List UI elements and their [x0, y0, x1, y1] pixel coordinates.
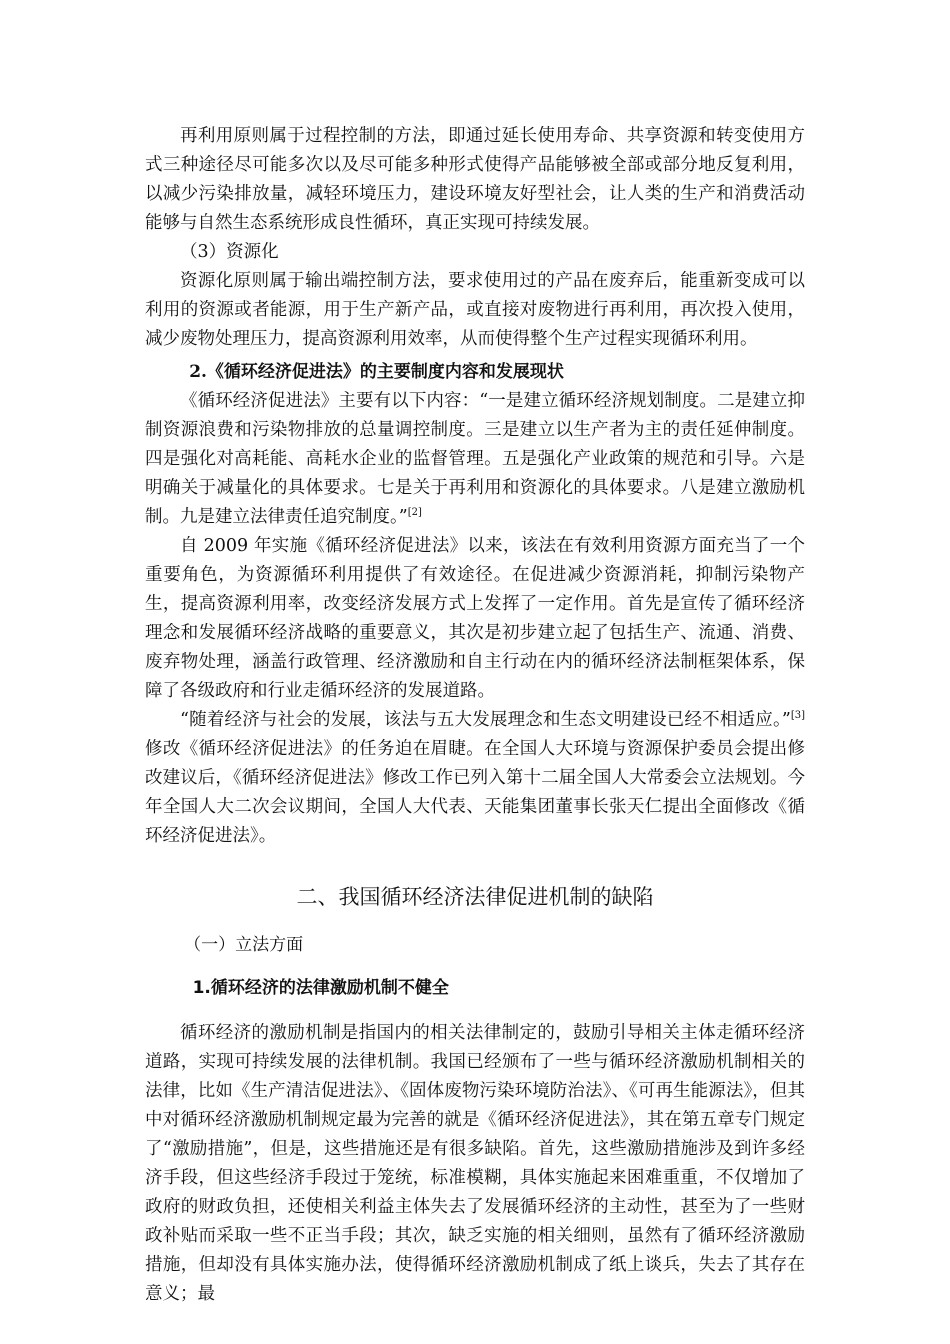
- heading-law-main-content: 2.《循环经济促进法》的主要制度内容和发展现状: [189, 362, 564, 382]
- paragraph-law-content: [145, 387, 805, 532]
- citation-2: [2]: [407, 507, 422, 519]
- paragraph-law-implementation: 自 2009 年实施《循环经济促进法》以来，该法在有效利用资源方面充当了一个重要角色，为资源循环利用提供了有效途径。在促进减少资源消耗，抑制污染物产生，提高资源利用率，改变经济发展方式上发挥了一定作用。首先是宣传了循环经济理念和发展循环经济战略的重要意义，其次是初步建立起了包括生产、流通、消费、废弃物处理，涵盖行政管理、经济激励和自主行动在内的循环经济法制框架体系，保障了各级政府和行业走循环经济的发展道路。: [145, 536, 805, 701]
- paragraph-incentive-mechanism: 循环经济的激励机制是指国内的相关法律制定的，鼓励引导相关主体走循环经济道路，实现可持续发展的法律机制。我国已经颁布了一些与循环经济激励机制相关的法律，比如《生产清洁促进法》、《固体废物污染环境防治法》、《可再生能源法》，但其中对循环经济激励机制规定最为完善的就是《循环经济促进法》，其在第五章专门规定了“激励措施”，但是，这些措施还是有很多缺陷。首先，这些激励措施涉及到许多经济手段，但这些经济手段过于笼统，标准模糊，具体实施起来困难重重，不仅增加了政府的财政负担，还使相关利益主体失去了发展循环经济的主动性，甚至为了一些财政补贴而采取一些不正当手段；其次，缺乏实施的相关细则，虽然有了循环经济激励措施，但却没有具体实施办法，使得循环经济激励机制成了纸上谈兵，失去了其存在意义；最: [145, 1023, 805, 1304]
- section-title-defects: 二、我国循环经济法律促进机制的缺陷: [296, 885, 654, 909]
- paragraph-law-revision: [145, 706, 805, 851]
- paragraph-law-revision-quote: “随着经济与社会的发展，该法与五大发展理念和生态文明建设已经不相适应。”: [180, 710, 791, 730]
- heading-incentive-mechanism: 1.循环经济的法律激励机制不健全: [192, 978, 449, 998]
- document-page: [145, 122, 805, 1309]
- subsection-legislation: （一）立法方面: [184, 935, 304, 955]
- paragraph-law-revision-text: 修改《循环经济促进法》的任务迫在眉睫。在全国人大环境与资源保护委员会提出修改建议后，《循环经济促进法》修改工作已列入第十二届全国人大常委会立法规划。今年全国人大二次会议期间，全国人大代表、天能集团董事长张天仁提出全面修改《循环经济促进法》。: [145, 739, 805, 846]
- paragraph-law-content-text: 《循环经济促进法》主要有以下内容：“一是建立循环经济规划制度。二是建立抑制资源浪费和污染物排放的总量调控制度。三是建立以生产者为主的责任延伸制度。四是强化对高耗能、高耗水企业的监督管理。五是强化产业政策的规范和引导。六是明确关于减量化的具体要求。七是关于再利用和资源化的具体要求。八是建立激励机制。九是建立法律责任追究制度。”: [145, 391, 805, 527]
- paragraph-resourcization-principle: 资源化原则属于输出端控制方法，要求使用过的产品在废弃后，能重新变成可以利用的资源或者能源，用于生产新产品，或直接对废物进行再利用，再次投入使用，减少废物处理压力，提高资源利用效率，从而使得整个生产过程实现循环利用。: [145, 271, 805, 349]
- subheading-resourcization: （3）资源化: [180, 242, 279, 262]
- citation-3: [3]: [790, 710, 805, 722]
- paragraph-reuse-principle: 再利用原则属于过程控制的方法，即通过延长使用寿命、共享资源和转变使用方式三种途径尽可能多次以及尽可能多种形式使得产品能够被全部或部分地反复利用，以减少污染排放量，减轻环境压力，建设环境友好型社会，让人类的生产和消费活动能够与自然生态系统形成良性循环，真正实现可持续发展。: [145, 126, 805, 233]
